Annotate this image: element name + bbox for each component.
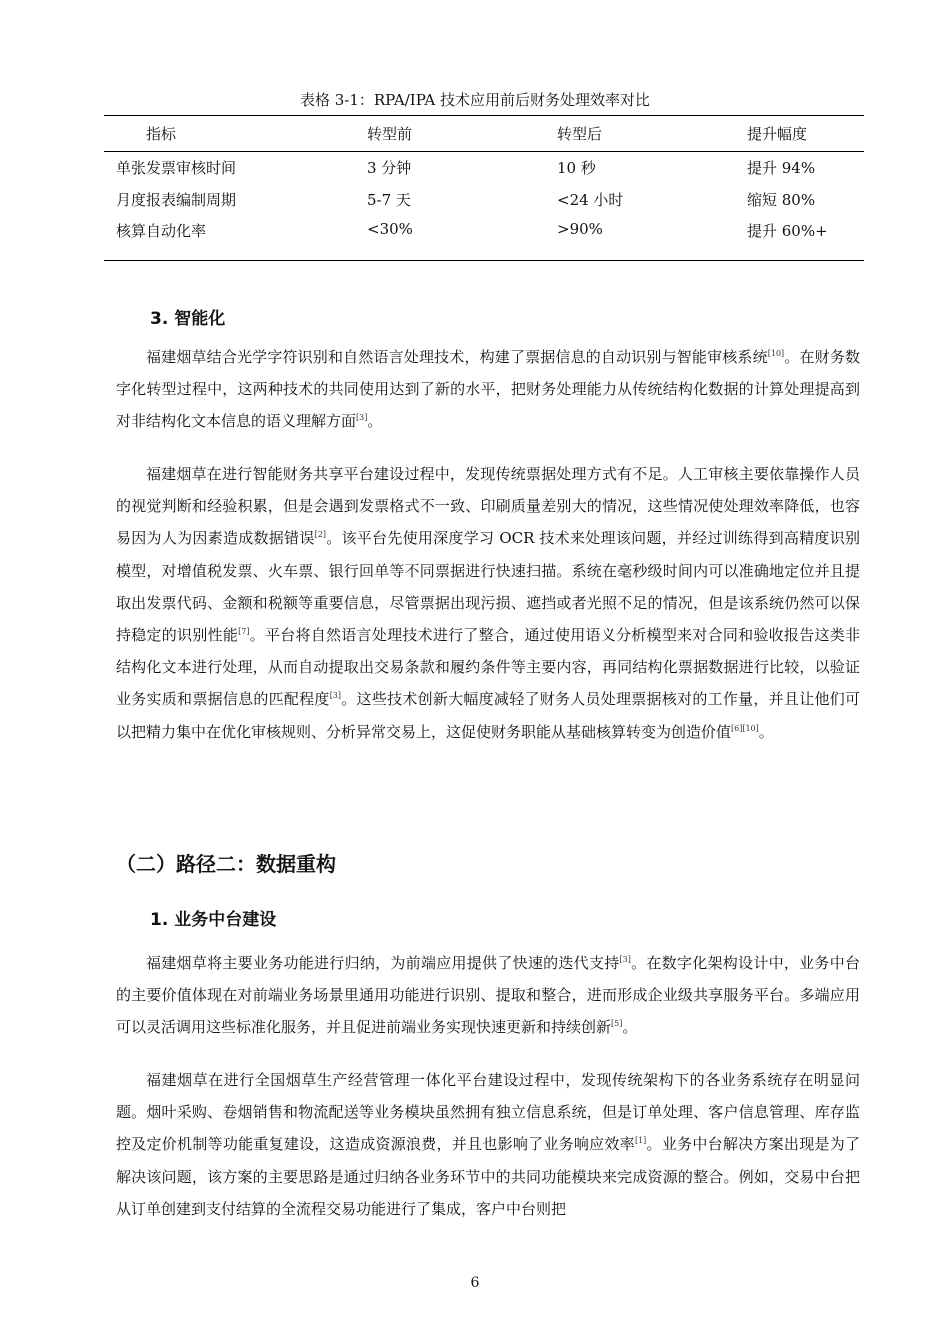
table-header-cell: 转型后 <box>557 116 747 152</box>
paragraph-text: 。业务中台解决方案出现是为了解决该问题，该方案的主要思路是通过归纳各业务环节中的共同功能模块来完成资源的整合。例如，交易中台把从订单创建到支付结算的全流程交易功能进行了集成，客户中台则把 <box>116 1135 860 1218</box>
table-row <box>104 184 864 216</box>
paragraph-text: 。该平台先使用深度学习 OCR 技术来处理该问题，并经过训练得到高精度识别模型，对增值税发票、火车票、银行回单等不同票据进行快速扫描。系统在毫秒级时间内可以准确地定位并且提取出发票代码、金额和税额等重要信息，尽管票据出现污损、遮挡或者光照不足的情况，但是该系统仍然可以保持稳定的识别性能 <box>116 529 860 645</box>
paragraph-text: 福建烟草在进行智能财务共享平台建设过程中，发现传统票据处理方式有不足。人工审核主要依靠操作人员的视觉判断和经验积累，但是会遇到发票格式不一致、印刷质量差别大的情况，这些情况使处理效率降低，也容易因为人为因素造成数据错误 <box>116 465 860 548</box>
table-header-cell: 转型前 <box>367 116 557 152</box>
citation-marker: [10] <box>767 349 785 358</box>
table-cell: 单张发票审核时间 <box>116 159 237 178</box>
citation-marker: [6][10] <box>731 723 759 733</box>
efficiency-comparison-table <box>104 115 864 261</box>
table-cell: 提升 94% <box>747 159 816 178</box>
paragraph-text: 福建烟草将主要业务功能进行归纳，为前端应用提供了快速的迭代支持 <box>146 954 620 972</box>
citation-marker: [2] <box>314 530 326 540</box>
citation-marker: [5] <box>611 1019 623 1029</box>
paragraph-middle-platform-detail <box>116 1064 860 1225</box>
table-cell: 缩短 80% <box>747 191 816 209</box>
paragraph-text: 。这些技术创新大幅度减轻了财务人员处理票据核对的工作量，并且让他们可以把精力集中在优化审核规则、分析异常交易上，这促使财务职能从基础核算转变为创造价值 <box>116 690 860 741</box>
citation-marker: [3] <box>356 413 368 423</box>
table-row <box>104 216 864 261</box>
paragraph-text: 福建烟草在进行全国烟草生产经营管理一体化平台建设过程中，发现传统架构下的各业务系统存在明显问题。烟叶采购、卷烟销售和物流配送等业务模块虽然拥有独立信息系统，但是订单处理、客户信息管理、库存监控及定价机制等功能重复建设，这造成资源浪费，并且也影响了业务响应效率 <box>116 1071 860 1154</box>
table-header-cell: 指标 <box>104 116 367 152</box>
citation-marker: [3] <box>619 955 631 964</box>
citation-marker: [1] <box>634 1136 647 1146</box>
table-cell: 核算自动化率 <box>104 216 367 261</box>
subsection-heading-business-middle-platform: 1. 业务中台建设 <box>150 910 277 930</box>
paragraph-text: 福建烟草结合光学字符识别和自然语言处理技术，构建了票据信息的自动识别与智能审核系统 <box>146 348 768 366</box>
table-caption: 表格 3-1：RPA/IPA 技术应用前后财务处理效率对比 <box>299 91 651 109</box>
paragraph-text: 。 <box>758 722 774 741</box>
table-cell: >90% <box>557 216 747 261</box>
section-heading-intelligence: 3. 智能化 <box>150 309 226 329</box>
table-cell: 提升 60%+ <box>747 216 864 261</box>
paragraph-text: 。 <box>367 412 383 431</box>
table-row <box>104 152 864 184</box>
table-header-row <box>104 116 864 152</box>
paragraph-text: 。 <box>622 1018 638 1037</box>
paragraph-text: 。平台将自然语言处理技术进行了整合，通过使用语义分析模型来对合同和验收报告这类非结构化文本进行处理，从而自动提取出交易条款和履约条件等主要内容，再同结构化票据数据进行比较，以验证业务实质和票据信息的匹配程度 <box>116 626 860 709</box>
table-cell: <30% <box>367 216 557 261</box>
paragraph-text: 。在数字化架构设计中，业务中台的主要价值体现在对前端业务场景里通用功能进行识别、提取和整合，进而形成企业级共享服务平台。多端应用可以灵活调用这些标准化服务，并且促进前端业务实现快速更新和持续创新 <box>116 954 860 1037</box>
table-header-cell: 提升幅度 <box>747 116 864 152</box>
page-number: 6 <box>470 1275 480 1291</box>
citation-marker: [3] <box>329 691 342 701</box>
table-cell: <24 小时 <box>557 191 624 209</box>
paragraph-middle-platform-intro <box>116 947 860 1044</box>
paragraph-intelligence-intro <box>116 341 860 438</box>
table-cell: 10 秒 <box>557 159 596 178</box>
paragraph-intelligence-detail <box>116 458 860 748</box>
table-cell: 月度报表编制周期 <box>116 191 237 209</box>
section-heading-path2: （二）路径二：数据重构 <box>116 852 336 876</box>
citation-marker: [7] <box>238 627 250 637</box>
paragraph-text: 。在财务数字化转型过程中，这两种技术的共同使用达到了新的水平，把财务处理能力从传统结构化数据的计算处理提高到对非结构化文本信息的语义理解方面 <box>116 348 860 431</box>
table-cell: 3 分钟 <box>367 159 412 178</box>
table-cell: 5-7 天 <box>367 191 411 209</box>
